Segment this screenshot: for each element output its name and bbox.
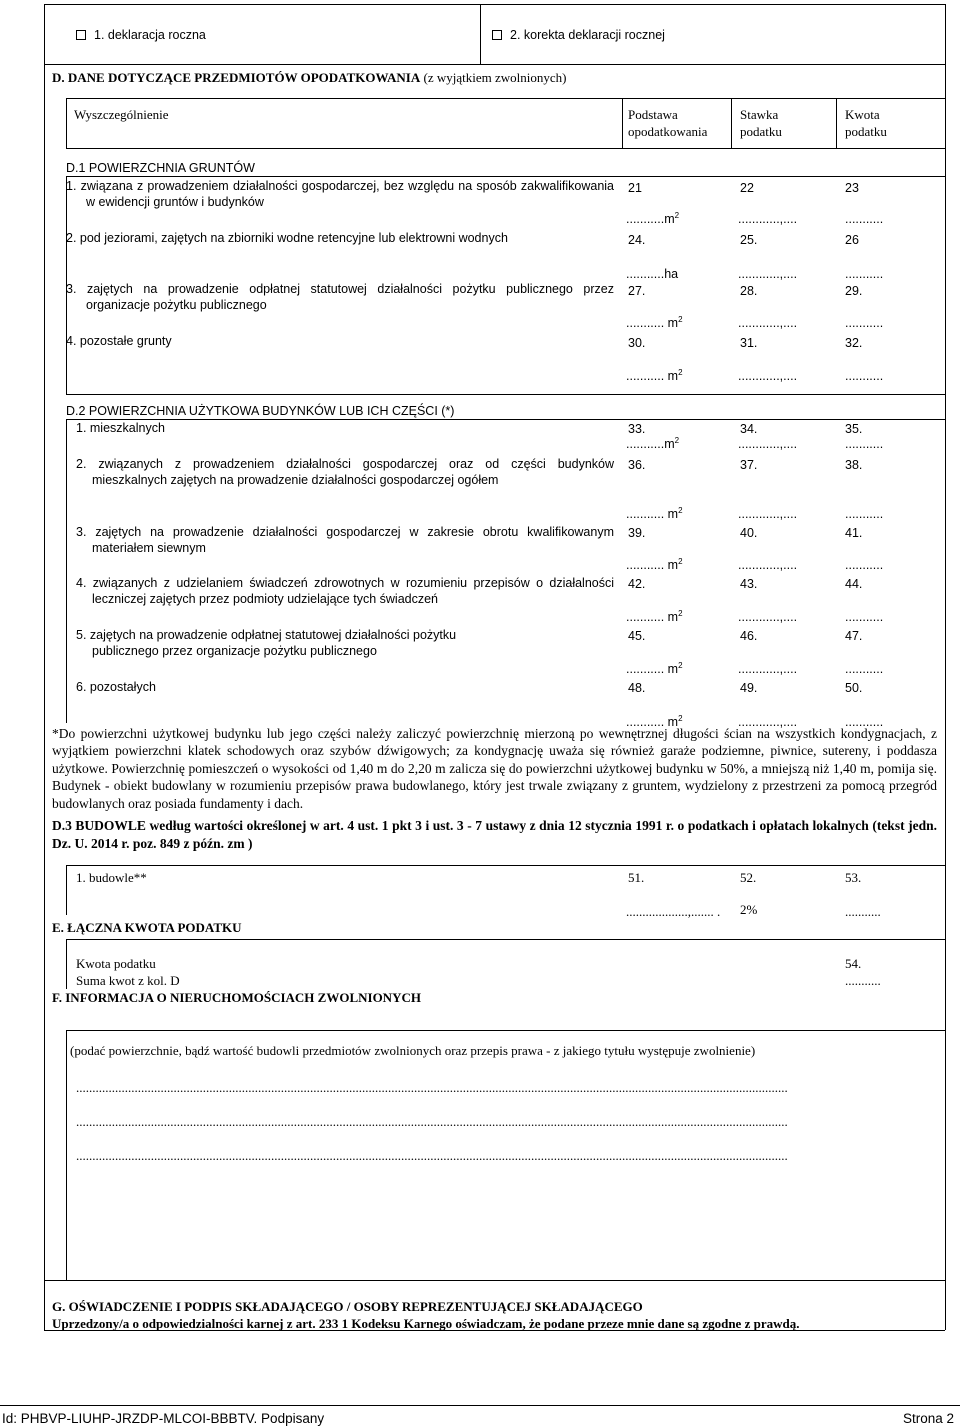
d3-top-line — [66, 865, 945, 866]
d1-row4-label: 4. pozostałe grunty — [66, 334, 172, 348]
d2-row4-amount-num: 44. — [845, 577, 863, 591]
d2-row6-amount-num: 50. — [845, 681, 863, 695]
f-line-1[interactable]: ........................................................................................................................................................................................................................... — [76, 1080, 788, 1095]
e-label-2: Suma kwot z kol. D — [76, 973, 180, 988]
d3-row-label: 1. budowle** — [76, 870, 147, 885]
d2-row2-amount-num: 38. — [845, 458, 863, 472]
d1-row2-rate-num: 25. — [740, 233, 758, 247]
f-line-2[interactable]: ........................................................................................................................................................................................................................... — [76, 1114, 788, 1129]
d2-row4-base-field[interactable]: ........... $m^2$ — [626, 608, 683, 624]
d1-row4-field-num: 30. — [628, 336, 646, 350]
d-header-top — [66, 98, 945, 99]
d1-row1-rate-field[interactable]: ............,.... — [738, 212, 798, 226]
checkbox-correction[interactable] — [492, 30, 502, 40]
d2-row5-amount-num: 47. — [845, 629, 863, 643]
d-col-sep-2 — [731, 98, 732, 148]
d2-row6-field-num: 48. — [628, 681, 646, 695]
d3-title: D.3 BUDOWLE według wartości określonej w art. 4 ust. 1 pkt 3 i ust. 3 - 7 ustawy z dnia 12 stycznia 1991 r. o podatkach i opłatach lokalnych (tekst jedn. Dz. U. 2014 r. poz. 849 z późn. zm ) — [52, 818, 937, 851]
d1-row1-amount-field[interactable]: ........... — [845, 212, 884, 226]
d2-row4-rate-num: 43. — [740, 577, 758, 591]
d1-row2-label: 2. pod jeziorami, zajętych na zbiorniki wodne retencyjne lub elektrowni wodnych — [66, 231, 508, 245]
section-g-title: G. OŚWIADCZENIE I PODPIS SKŁADAJĄCEGO / OSOBY REPREZENTUJĄCEJ SKŁADAJĄCEGO — [52, 1299, 643, 1314]
d1-row4-base-field[interactable]: ........... $m^2$ — [626, 367, 683, 383]
d2-row1-base-field[interactable]: $...........m^2$ — [626, 435, 680, 451]
d2-row3-label: 3. zajętych na prowadzenie działalności gospodarczej w zakresie obrotu kwalifikowanym materiałem siewnym — [76, 525, 614, 556]
section-d-title: D. DANE DOTYCZĄCE PRZEDMIOTÓW OPODATKOWANIA (z wyjątkiem zwolnionych) — [52, 70, 567, 85]
d1-row3-rate-field[interactable]: ............,.... — [738, 316, 798, 330]
d2-row6-rate-field[interactable]: ............,.... — [738, 715, 798, 729]
d2-left-line — [66, 419, 67, 723]
d3-amount-field[interactable]: ........... — [845, 904, 881, 919]
d2-row3-field-num: 39. — [628, 526, 646, 540]
d2-row5-base-field[interactable]: ........... $m^2$ — [626, 660, 683, 676]
d2-row5-field-num: 45. — [628, 629, 646, 643]
d2-row5-amount-field[interactable]: ........... — [845, 662, 884, 676]
d2-row3-rate-field[interactable]: ............,.... — [738, 558, 798, 572]
d1-row4-amount-field[interactable]: ........... — [845, 369, 884, 383]
d3-base-field[interactable]: ...................,....... . — [626, 904, 721, 919]
d2-row4-field-num: 42. — [628, 577, 646, 591]
frame-right — [945, 4, 946, 1330]
d3-left-line — [66, 865, 67, 915]
d2-row5-rate-field[interactable]: ............,.... — [738, 662, 798, 676]
d1-row3-amount-num: 29. — [845, 284, 863, 298]
e-left-line — [66, 939, 67, 989]
d2-title: D.2 POWIERZCHNIA UŻYTKOWA BUDYNKÓW LUB ICH CZĘŚCI (*) — [66, 404, 455, 418]
footnote-text: *Do powierzchni użytkowej budynku lub jego części należy zaliczyć powierzchnię mierzoną po wewnętrznej długości ścian na wszystkich kondygnacjach, z wyjątkiem powierzchni klatek schodowych oraz szybów dźwigowych; za kondygnację uważa się również garaże podziemne, piwnice, sutereny, i poddasza użytkowe. Powierzchnię pomieszczeń o wysokości od 1,40 m do 2,20 m zalicza się do powierzchni użytkowej budynku w 50%, a mniejszą niż 1,40 m, pomija się. Budynek - obiekt budowlany w rozumieniu przepisów prawa budowlanego, który jest trwale związany z gruntem, wydzielony z przestrzeni za pomocą przegród budowlanych oraz posiada fundamenty i dach. — [52, 726, 937, 811]
d3-rate-num: 52. — [740, 870, 757, 885]
e-label-1: Kwota podatku — [76, 956, 156, 971]
d3-field-num: 51. — [628, 870, 645, 885]
d2-top-line — [66, 419, 945, 420]
d2-row4-label: 4. związanych z udzielaniem świadczeń zdrowotnych w rozumieniu przepisów o działalności leczniczej zajętych przez podmioty udzielające tych świadczeń — [76, 576, 614, 607]
d2-row1-label: 1. mieszkalnych — [76, 421, 165, 435]
f-bottom-line — [44, 1280, 945, 1281]
d2-row5-rate-num: 46. — [740, 629, 758, 643]
col-header-rate: Stawka podatku — [740, 107, 782, 139]
d1-row2-amount-field[interactable]: ........... — [845, 267, 884, 281]
footer-id: Id: PHBVP-LIUHP-JRZDP-MLCOI-BBBTV. Podpisany — [2, 1411, 325, 1426]
d2-row2-rate-field[interactable]: ............,.... — [738, 507, 798, 521]
declaration-annual-option[interactable] — [76, 27, 206, 43]
top-divider-vertical — [480, 4, 481, 64]
d3-rate-value: 2% — [740, 902, 758, 917]
d1-row4-rate-num: 31. — [740, 336, 758, 350]
checkbox-annual[interactable] — [76, 30, 86, 40]
d2-row2-rate-num: 37. — [740, 458, 758, 472]
d1-row2-base-field[interactable]: ...........ha — [626, 267, 679, 281]
e-amount-field[interactable]: ........... — [845, 973, 881, 988]
d1-row1-base-field[interactable]: $...........m^2$ — [626, 210, 680, 226]
d2-row4-rate-field[interactable]: ............,.... — [738, 610, 798, 624]
d2-row5-label: 5. zajętych na prowadzenie odpłatnej statutowej działalności pożytku publicznego przez organizacje pożytku publicznego — [76, 628, 457, 659]
d1-row3-amount-field[interactable]: ........... — [845, 316, 884, 330]
d1-row3-rate-num: 28. — [740, 284, 758, 298]
d2-row6-label: 6. pozostałych — [76, 680, 156, 694]
f-line-3[interactable]: ........................................................................................................................................................................................................................... — [76, 1148, 788, 1163]
d2-row3-rate-num: 40. — [740, 526, 758, 540]
frame-top — [44, 4, 945, 5]
col-header-base: Podstawa opodatkowania — [628, 107, 708, 139]
d2-row1-amount-field[interactable]: ........... — [845, 437, 884, 451]
d2-row1-amount-num: 35. — [845, 422, 863, 436]
col-header-description: Wyszczególnienie — [74, 107, 169, 122]
d3-amount-num: 53. — [845, 870, 862, 885]
d1-row2-field-num: 24. — [628, 233, 646, 247]
e-field-num: 54. — [845, 956, 862, 971]
section-e-title: E. ŁĄCZNA KWOTA PODATKU — [52, 920, 242, 935]
d2-row2-field-num: 36. — [628, 458, 646, 472]
d2-row3-base-field[interactable]: ........... $m^2$ — [626, 556, 683, 572]
d2-row6-base-field[interactable]: ........... $m^2$ — [626, 713, 683, 729]
annual-label: 1. deklaracja roczna — [94, 28, 206, 42]
correction-label: 2. korekta deklaracji rocznej — [510, 28, 665, 42]
d2-row2-label: 2. związanych z prowadzeniem działalności gospodarczej oraz od części budynków mieszkalnych zajętych na prowadzenie działalności gospodarczej ogółem — [76, 457, 614, 488]
d1-row3-field-num: 27. — [628, 284, 646, 298]
d1-row3-label: 3. zajętych na prowadzenie odpłatnej statutowej działalności pożytku publicznego przez organizacje pożytku publicznego — [66, 282, 614, 313]
d1-row3-base-field[interactable]: ........... $m^2$ — [626, 314, 683, 330]
footer-page: Strona 2 — [903, 1411, 955, 1426]
d2-row4-amount-field[interactable]: ........... — [845, 610, 884, 624]
d1-row4-amount-num: 32. — [845, 336, 863, 350]
f-top-line — [66, 1030, 945, 1031]
d2-row6-rate-num: 49. — [740, 681, 758, 695]
section-f-title: F. INFORMACJA O NIERUCHOMOŚCIACH ZWOLNIONYCH — [52, 990, 421, 1005]
col-header-amount: Kwota podatku — [845, 107, 887, 139]
frame-left — [44, 4, 45, 1330]
d1-row1-label: 1. związana z prowadzeniem działalności gospodarczej, bez względu na sposób zakwalifikowania w ewidencji gruntów i budynków — [66, 179, 614, 210]
d1-top-line — [66, 176, 945, 177]
e-top-line — [66, 939, 945, 940]
d1-bottom-line — [66, 394, 945, 395]
d2-row6-amount-field[interactable]: ........... — [845, 715, 884, 729]
footer-line — [0, 1405, 960, 1406]
d2-row3-amount-field[interactable]: ........... — [845, 558, 884, 572]
d-col-sep-3 — [836, 98, 837, 148]
d2-row1-rate-num: 34. — [740, 422, 758, 436]
d2-row1-rate-field[interactable]: ............,.... — [738, 437, 798, 451]
f-hint: (podać powierzchnie, bądź wartość budowli przedmiotów zwolnionych oraz przepis prawa - z jakiego tytułu występuje zwolnienie) — [70, 1043, 756, 1058]
d-inner-left — [66, 98, 67, 148]
declaration-correction-option[interactable] — [492, 27, 665, 43]
d1-row2-rate-field[interactable]: ............,.... — [738, 267, 798, 281]
d2-row2-amount-field[interactable]: ........... — [845, 507, 884, 521]
frame-top-divider — [44, 64, 945, 65]
d1-title: D.1 POWIERZCHNIA GRUNTÓW — [66, 161, 255, 175]
d2-row3-amount-num: 41. — [845, 526, 863, 540]
d2-row1-field-num: 33. — [628, 422, 646, 436]
d-header-bottom — [66, 148, 945, 149]
d1-row4-rate-field[interactable]: ............,.... — [738, 369, 798, 383]
section-g-statement: Uprzedzony/a o odpowiedzialności karnej z art. 233 1 Kodeksu Karnego oświadczam, że podane przeze mnie dane są zgodne z prawdą. — [52, 1316, 800, 1331]
d1-row1-amount-num: 23 — [845, 181, 859, 195]
d1-row2-amount-num: 26 — [845, 233, 859, 247]
d2-row2-base-field[interactable]: ........... $m^2$ — [626, 505, 683, 521]
d1-row1-field-num: 21 — [628, 181, 642, 195]
d-col-sep-1 — [622, 98, 623, 148]
d1-row1-rate-num: 22 — [740, 181, 754, 195]
f-left-line — [66, 1030, 67, 1280]
